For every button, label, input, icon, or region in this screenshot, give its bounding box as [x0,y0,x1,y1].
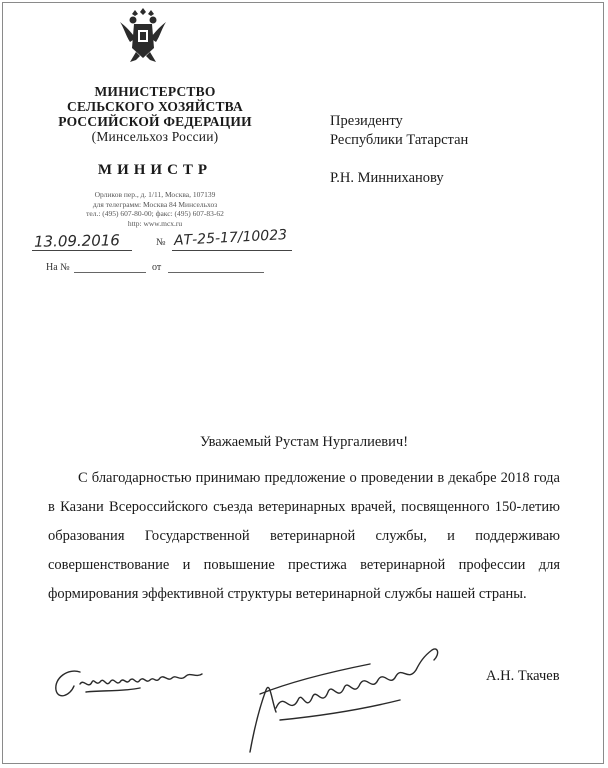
ministry-line: СЕЛЬСКОГО ХОЗЯЙСТВА [67,99,243,114]
address-line: Орликов пер., д. 1/11, Москва, 107139 [94,190,216,199]
address-line: тел.: (495) 607-80-00; факс: (495) 607-83-62 [86,209,224,218]
recipient-line: Республики Татарстан [330,132,469,148]
reference-number-blank [74,272,146,273]
salutation: Уважаемый Рустам Нургалиевич! [199,434,409,450]
ministry-abbreviation: (Минсельхоз России) [91,129,219,144]
ministry-line: МИНИСТЕРСТВО [94,84,216,99]
ministry-line: РОССИЙСКОЙ ФЕДЕРАЦИИ [58,114,252,129]
reference-date-label: от [152,262,162,273]
double-headed-eagle-icon [118,8,168,64]
ministry-name [50,84,260,144]
registration-number-label: № [156,237,166,248]
recipient-block [330,112,468,188]
letter-body: С благодарностью принимаю предложение о проведении в декабре 2018 года в Казани Всероссийского съезда ветеринарных врачей, посвященного 150-летию образования Государственной ветеринарной службы, и поддерживаю совершенствование и повышение престижа ветеринарной профессии для формирования эффективной структуры ветеринарной службы нашей страны. [48,470,560,602]
registration-line [28,227,308,254]
reference-line [46,262,286,276]
reference-date-blank [168,272,264,273]
reference-number-label: На № [46,262,70,273]
date-underline [32,250,132,251]
registration-number: АТ-25-17/10023 [173,227,288,249]
address-line: для телеграмм: Москва 84 Минсельхоз [92,199,218,209]
registration-date: 13.09.2016 [33,231,121,251]
position-title: МИНИСТР [97,162,213,178]
signer-name: А.Н. Ткачев [486,668,560,684]
recipient-name: Р.Н. Минниханову [330,170,444,186]
ministry-address [60,190,250,228]
number-underline [172,250,292,251]
handwritten-signature [40,620,480,760]
address-line: http: www.mcx.ru [127,218,183,228]
recipient-line: Президенту [330,113,403,129]
